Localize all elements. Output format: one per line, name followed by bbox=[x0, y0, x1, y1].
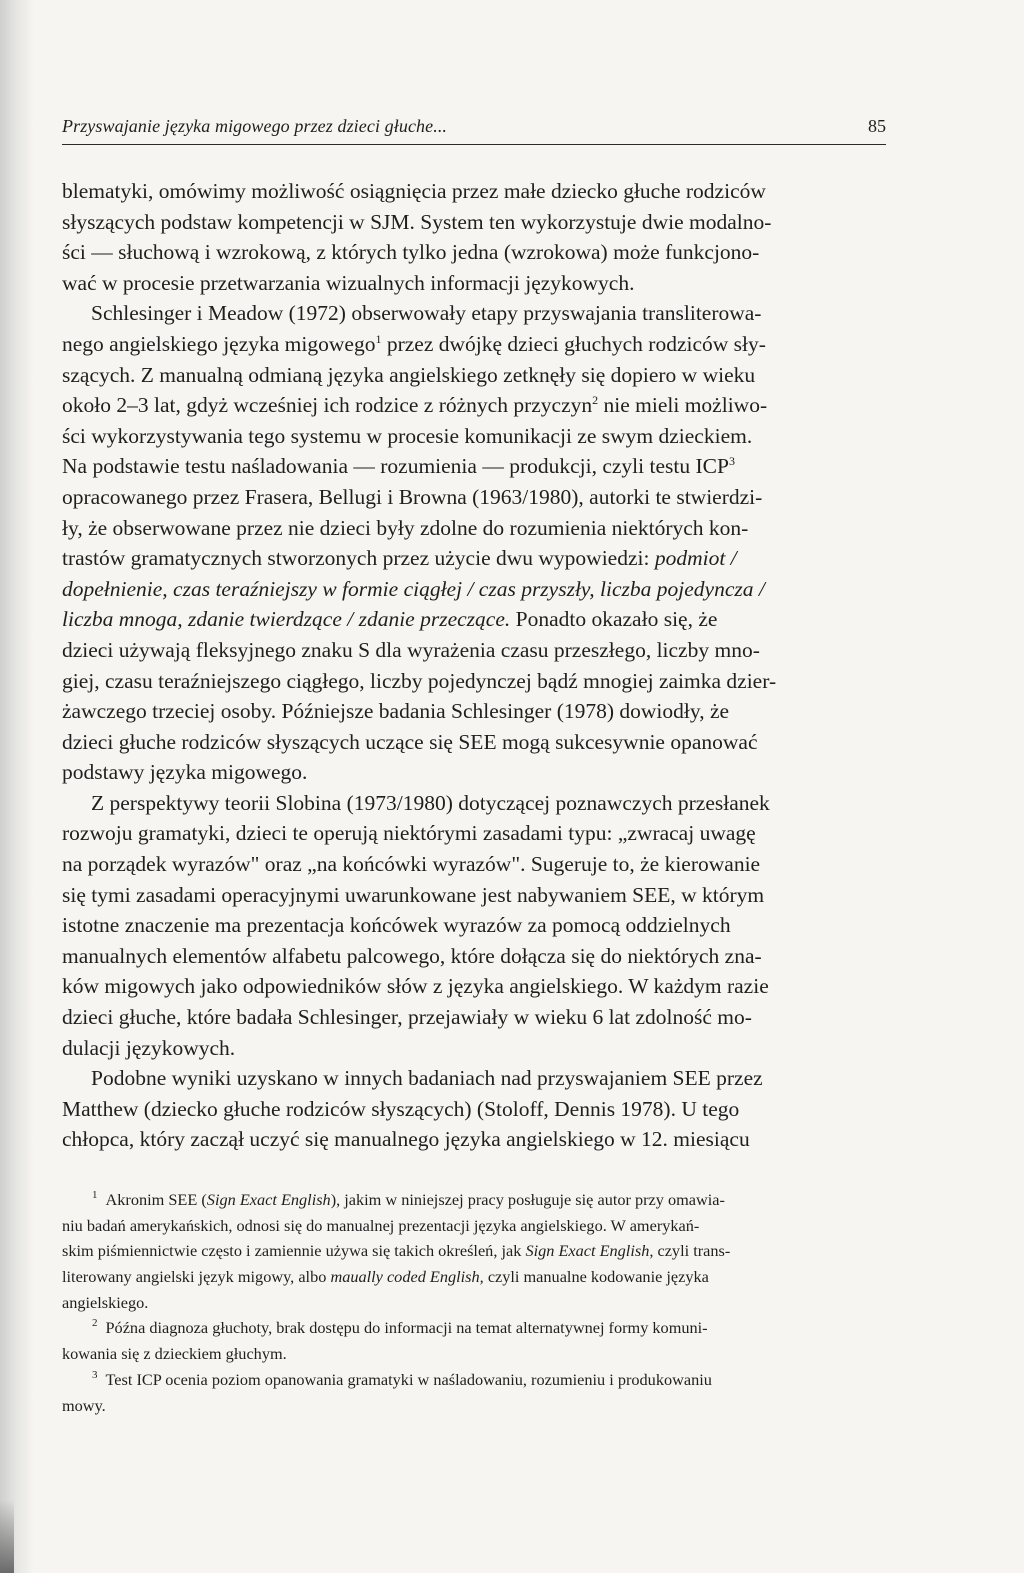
text-line: dzieci głuche, które badała Schlesinger, przejawiały w wieku 6 lat zdolność mo- bbox=[62, 1005, 752, 1030]
text-line: dzieci używają fleksyjnego znaku S dla wyrażenia czasu przeszłego, liczby mno- bbox=[62, 637, 760, 662]
footnotes bbox=[62, 1187, 886, 1418]
text-line: opracowanego przez Frasera, Bellugi i Browna (1963/1980), autorki te stwierdzi- bbox=[62, 484, 763, 509]
text-line: Na podstawie testu naśladowania — rozumienia — produkcji, czyli testu ICP$^3$ bbox=[62, 454, 735, 479]
text-line: szących. Z manualną odmianą języka angielskiego zetknęły się dopiero w wieku bbox=[62, 362, 756, 387]
text-line: dulacji językowych. bbox=[62, 1035, 236, 1060]
text-line: wać w procesie przetwarzania wizualnych informacji językowych. bbox=[62, 270, 635, 295]
text-line: rozwoju gramatyki, dzieci te operują niektórymi zasadami typu: „zwracaj uwagę bbox=[62, 821, 756, 846]
text-line: nego angielskiego języka migowego$^1$ przez dwójkę dzieci głuchych rodziców sły- bbox=[62, 331, 766, 356]
footnote-2: 2 Późna diagnoza głuchoty, brak dostępu do informacji na temat alternatywnej formy komuni- bbox=[92, 1317, 708, 1338]
text-line: ków migowych jako odpowiedników słów z języka angielskiego. W każdym razie bbox=[62, 974, 769, 999]
page-edge-shadow bbox=[0, 1500, 14, 1573]
footnote-line: skim piśmiennictwie często i zamiennie używa się takich określeń, jak Sign Exact English, czyli trans- bbox=[62, 1241, 731, 1261]
text-line: się tymi zasadami operacyjnymi uwarunkowane jest nabywaniem SEE, w którym bbox=[62, 882, 765, 907]
text-line: dopełnienie, czas teraźniejszy w formie ciągłej / czas przyszły, liczba pojedyncza / bbox=[62, 576, 765, 601]
text-line: manualnych elementów alfabetu palcowego, które dołącza się do niektórych zna- bbox=[62, 943, 762, 968]
footnote-line: angielskiego. bbox=[62, 1292, 149, 1312]
text-line: dzieci głuche rodziców słyszących uczące się SEE mogą sukcesywnie opanować bbox=[62, 729, 758, 754]
text-line: chłopca, który zaczął uczyć się manualnego języka angielskiego w 12. miesiącu bbox=[62, 1127, 750, 1152]
text-line: istotne znaczenie ma prezentacja końcówek wyrazów za pomocą oddzielnych bbox=[62, 913, 731, 938]
text-line: ły, że obserwowane przez nie dzieci były zdolne do rozumienia niektórych kon- bbox=[62, 515, 749, 540]
text-line: na porządek wyrazów" oraz „na końcówki wyrazów". Sugeruje to, że kierowanie bbox=[62, 852, 761, 877]
footnote-line: niu badań amerykańskich, odnosi się do manualnej prezentacji języka angielskiego. W amerykań- bbox=[62, 1215, 700, 1235]
footnote-ref: 3 bbox=[728, 454, 735, 469]
text-line: Schlesinger i Meadow (1972) obserwowały etapy przyswajania transliterowa- bbox=[91, 301, 762, 326]
text-line: Matthew (dziecko głuche rodziców słyszących) (Stoloff, Dennis 1978). U tego bbox=[62, 1096, 740, 1121]
footnote-1: 1 Akronim SEE (Sign Exact English), jakim w niniejszej pracy posługuje się autor przy omawia- bbox=[92, 1189, 725, 1209]
text-line: podstawy języka migowego. bbox=[62, 760, 308, 785]
running-title: Przyswajanie języka migowego przez dzieci głuche... bbox=[62, 116, 448, 136]
text-line: Podobne wyniki uzyskano w innych badaniach nad przyswajaniem SEE przez bbox=[91, 1066, 763, 1091]
book-gutter-shadow bbox=[0, 0, 34, 1573]
footnote-line: mowy. bbox=[62, 1395, 106, 1415]
body-text bbox=[62, 176, 886, 1155]
text-line: ści wykorzystywania tego systemu w procesie komunikacji ze swym dzieckiem. bbox=[62, 423, 753, 448]
text-line: blematyki, omówimy możliwość osiągnięcia przez małe dziecko głuche rodziców bbox=[62, 179, 766, 203]
footnote-3: 3 Test ICP ocenia poziom opanowania gramatyki w naśladowaniu, rozumieniu i produkowaniu bbox=[92, 1368, 712, 1389]
text-line: ści — słuchową i wzrokową, z których tylko jedna (wzrokowa) może funkcjono- bbox=[62, 240, 760, 265]
page-number: 85 bbox=[868, 116, 886, 136]
footnote-line: kowania się z dzieckiem głuchym. bbox=[62, 1344, 287, 1364]
page-header bbox=[62, 104, 886, 145]
footnote-line: literowany angielski język migowy, albo maually coded English, czyli manualne kodowanie języka bbox=[62, 1267, 709, 1287]
text-line: trastów gramatycznych stworzonych przez użycie dwu wypowiedzi: podmiot / bbox=[62, 546, 737, 571]
footnote-ref: 1 bbox=[375, 331, 382, 346]
text-line: około 2–3 lat, gdyż wcześniej ich rodzice z różnych przyczyn$^2$ nie mieli możliwo- bbox=[62, 393, 768, 418]
text-line: giej, czasu teraźniejszego ciągłego, liczby pojedynczej bądź mnogiej zaimka dzier- bbox=[62, 668, 777, 693]
text-line: słyszących podstaw kompetencji w SJM. System ten wykorzystuje dwie modalno- bbox=[62, 209, 772, 234]
footnote-ref: 2 bbox=[592, 393, 599, 408]
text-line: Z perspektywy teorii Slobina (1973/1980) dotyczącej poznawczych przesłanek bbox=[91, 790, 770, 815]
text-line: liczba mnoga, zdanie twierdzące / zdanie przeczące. Ponadto okazało się, że bbox=[62, 607, 718, 632]
text-line: żawczego trzeciej osoby. Późniejsze badania Schlesinger (1978) dowiodły, że bbox=[62, 699, 730, 724]
